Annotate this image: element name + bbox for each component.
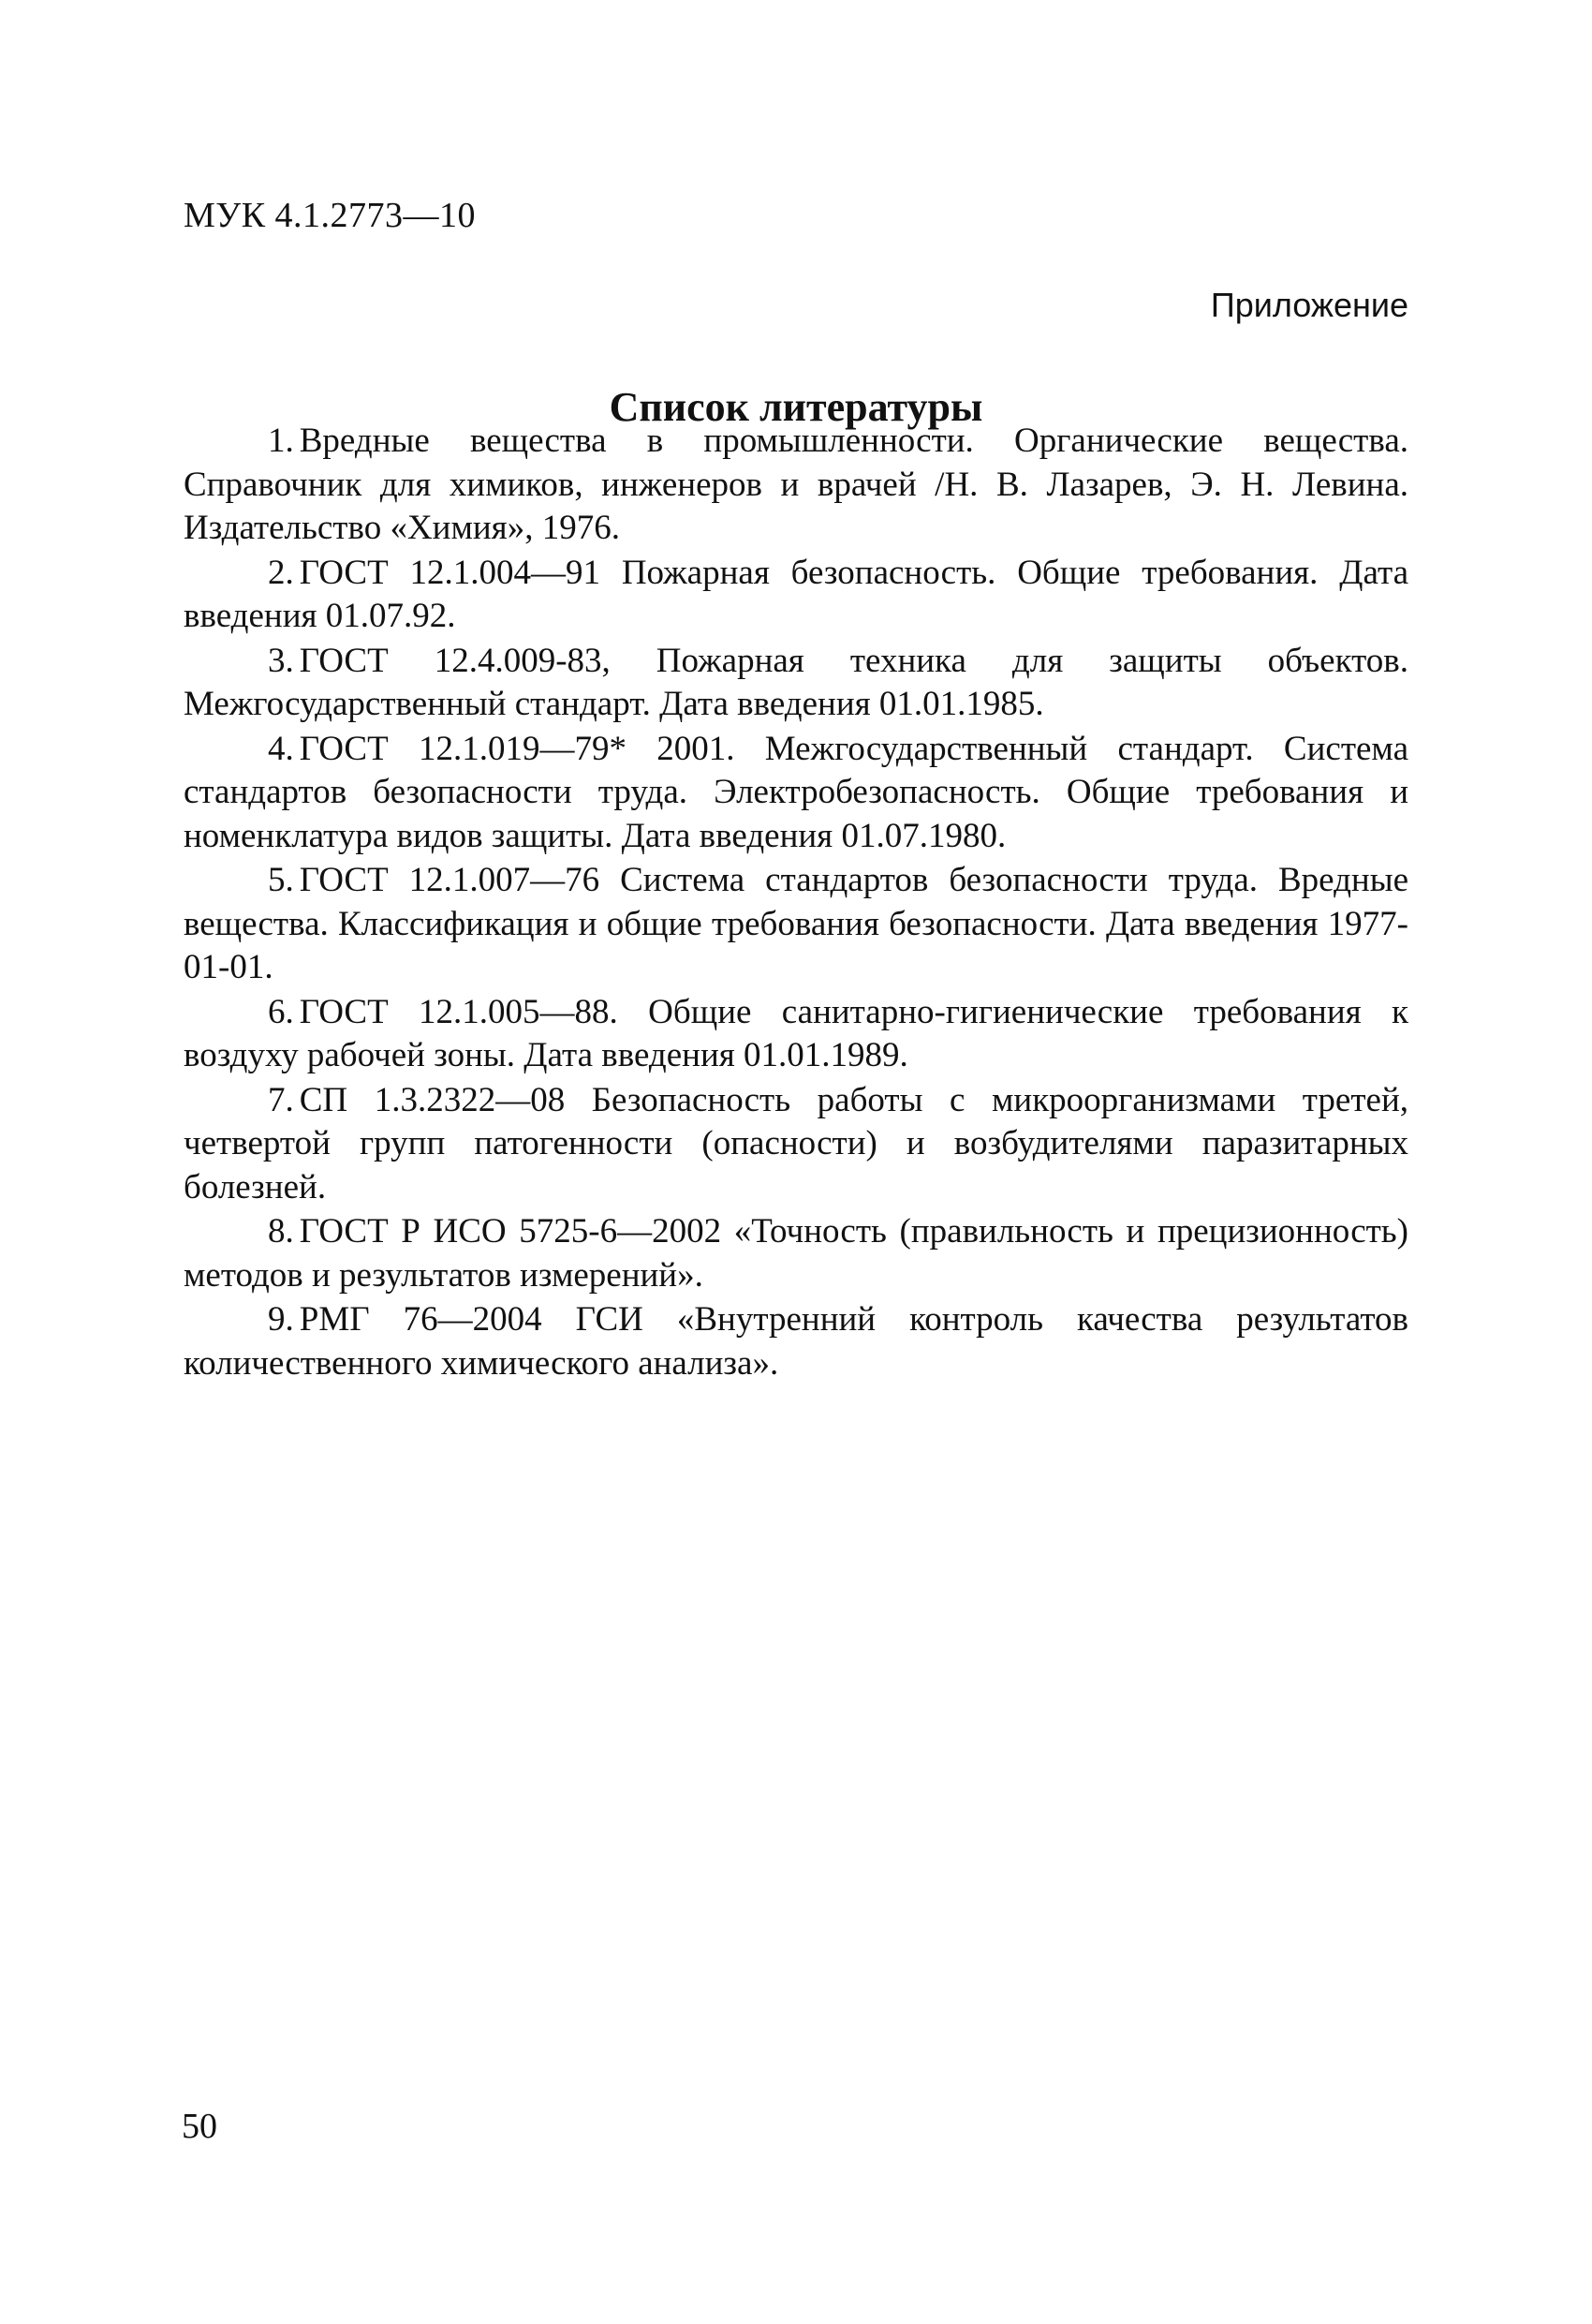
reference-item (184, 1210, 1408, 1297)
reference-item (184, 859, 1408, 990)
reference-item (184, 640, 1408, 727)
reference-text: ГОСТ 12.1.005—88. Общие санитарно-гигиенические требования к воздуху рабочей зоны. Дата введения 01.01.1989. (184, 992, 1408, 1074)
reference-number: 6. (268, 992, 294, 1031)
reference-item (184, 552, 1408, 639)
reference-text: СП 1.3.2322—08 Безопасность работы с микроорганизмами третей, четвертой групп патогенности (опасности) и возбудителями паразитарных болезней. (184, 1080, 1408, 1206)
reference-text: ГОСТ 12.1.019—79* 2001. Межгосударственный стандарт. Система стандартов безопасности труда. Электробезопасность. Общие требования и номенклатура видов защиты. Дата введения 01.07.1980. (184, 729, 1408, 855)
reference-text: ГОСТ 12.4.009-83, Пожарная техника для защиты объектов. Межгосударственный стандарт. Дата введения 01.01.1985. (184, 641, 1408, 723)
reference-item (184, 420, 1408, 551)
reference-text: ГОСТ 12.1.004—91 Пожарная безопасность. Общие требования. Дата введения 01.07.92. (184, 553, 1408, 635)
reference-number: 3. (268, 641, 294, 680)
reference-text: РМГ 76—2004 ГСИ «Внутренний контроль качества результатов количественного химического анализа». (184, 1300, 1408, 1383)
reference-item (184, 1298, 1408, 1385)
reference-number: 9. (268, 1300, 294, 1339)
appendix-label: Приложение (1210, 286, 1408, 324)
reference-text: Вредные вещества в промышленности. Органические вещества. Справочник для химиков, инженеров и врачей /Н. В. Лазарев, Э. Н. Левина. Издательство «Химия», 1976. (184, 422, 1408, 547)
reference-item (184, 728, 1408, 859)
reference-item (184, 1079, 1408, 1210)
reference-number: 1. (268, 422, 294, 460)
page-number: 50 (182, 2107, 217, 2146)
section-title: Список литературы (609, 384, 983, 431)
document-code: МУК 4.1.2773—10 (184, 196, 477, 235)
reference-number: 5. (268, 861, 294, 899)
reference-list (184, 420, 1408, 1386)
reference-number: 4. (268, 729, 294, 768)
reference-number: 7. (268, 1080, 294, 1119)
reference-number: 8. (268, 1212, 294, 1251)
reference-item (184, 991, 1408, 1078)
reference-number: 2. (268, 553, 294, 592)
reference-text: ГОСТ Р ИСО 5725-6—2002 «Точность (правильность и прецизионность) методов и результатов измерений». (184, 1212, 1408, 1295)
reference-text: ГОСТ 12.1.007—76 Система стандартов безопасности труда. Вредные вещества. Классификация и общие требования безопасности. Дата введения 1977-01-01. (184, 861, 1408, 986)
